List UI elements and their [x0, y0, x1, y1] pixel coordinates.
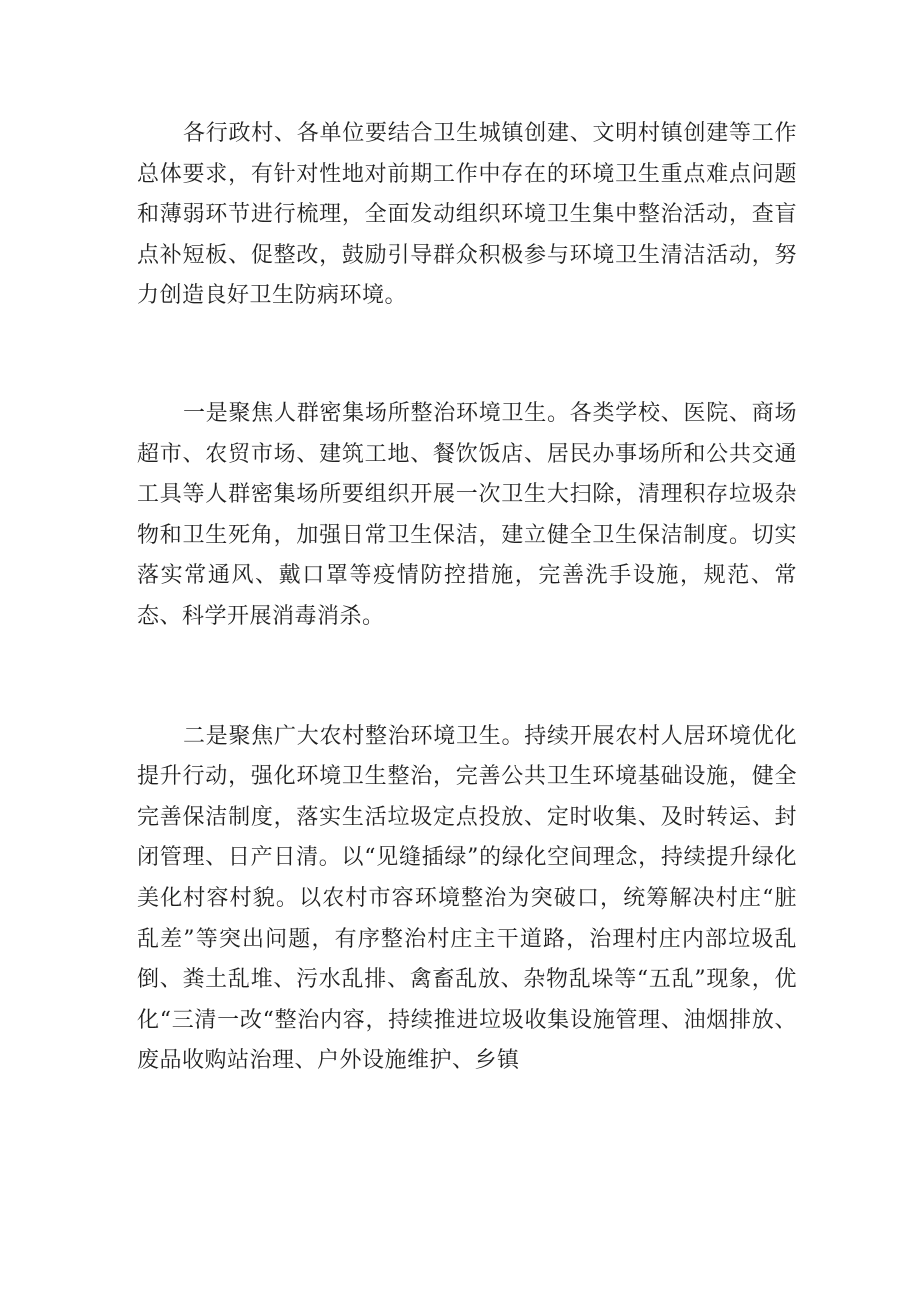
document-body	[137, 114, 797, 1082]
paragraph-rural-areas: 二是聚焦广大农村整治环境卫生。持续开展农村人居环境优化提升行动，强化环境卫生整治，完善公共卫生环境基础设施，健全完善保洁制度，落实生活垃圾定点投放、定时收集、及时转运、封闭管理、日产日清。以“见缝插绿”的绿化空间理念，持续提升绿化美化村容村貌。以农村市容环境整治为突破口，统筹解决村庄“脏乱差”等突出问题，有序整治村庄主干道路，治理村庄内部垃圾乱倒、粪土乱堆、污水乱排、禽畜乱放、杂物乱垛等“五乱”现象，优化“三清一改“整治内容，持续推进垃圾收集设施管理、油烟排放、废品收购站治理、户外设施维护、乡镇	[137, 723, 797, 1074]
paragraph-general-requirements: 各行政村、各单位要结合卫生城镇创建、文明村镇创建等工作总体要求，有针对性地对前期工作中存在的环境卫生重点难点问题和薄弱环节进行梳理，全面发动组织环境卫生集中整治活动，查盲点补短板、促整改，鼓励引导群众积极参与环境卫生清洁活动，努力创造良好卫生防病环境。	[137, 121, 797, 309]
paragraph-crowded-places: 一是聚焦人群密集场所整治环境卫生。各类学校、医院、商场超市、农贸市场、建筑工地、餐饮饭店、居民办事场所和公共交通工具等人群密集场所要组织开展一次卫生大扫除，清理积存垃圾杂物和卫生死角，加强日常卫生保洁，建立健全卫生保洁制度。切实落实常通风、戴口罩等疫情防控措施，完善洗手设施，规范、常态、科学开展消毒消杀。	[137, 400, 797, 629]
